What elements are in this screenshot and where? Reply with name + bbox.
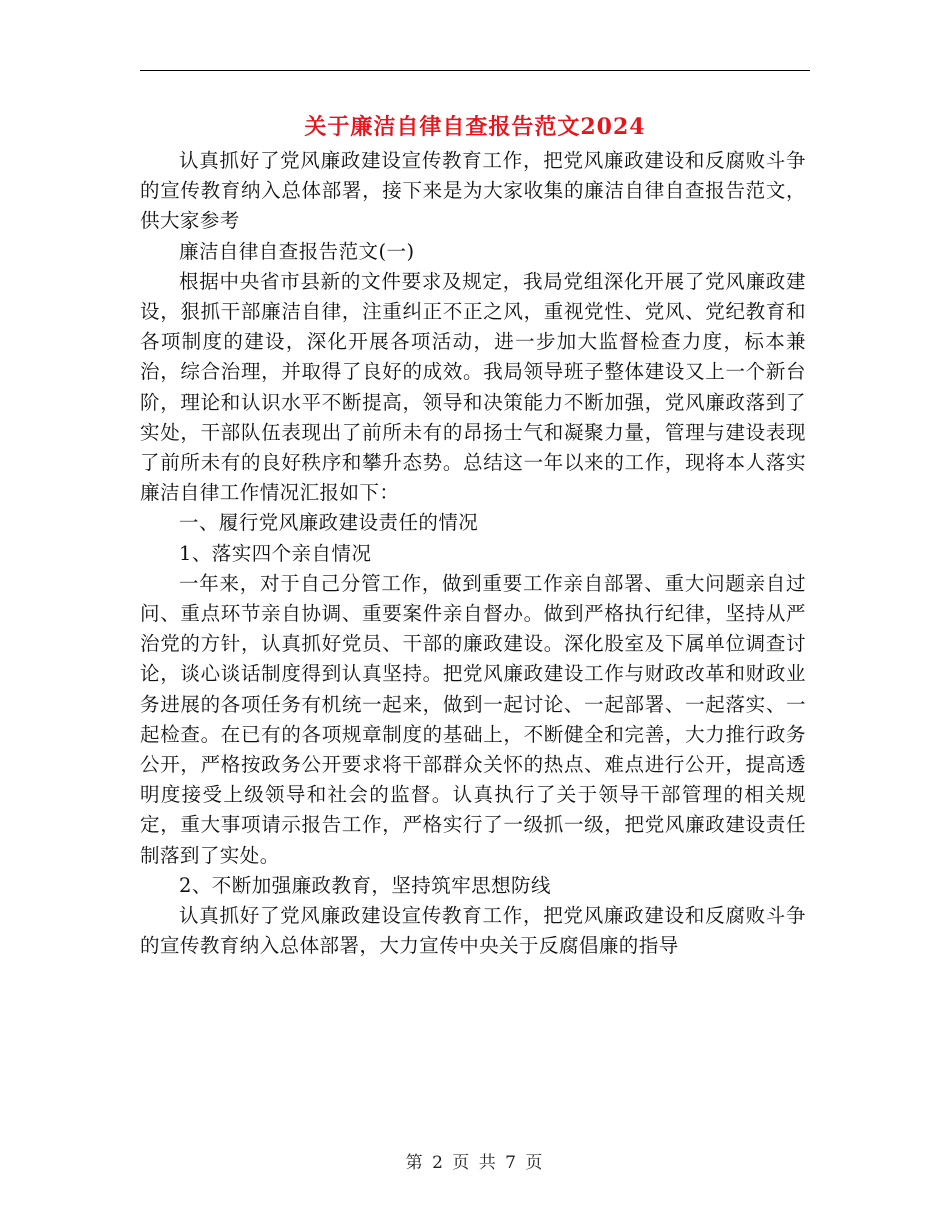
body-paragraph-3: 认真抓好了党风廉政建设宣传教育工作，把党风廉政建设和反腐败斗争的宣传教育纳入总体部署，大力宣传中央关于反腐倡廉的指导 xyxy=(140,904,806,958)
body-paragraph-1: 根据中央省市县新的文件要求及规定，我局党组深化开展了党风廉政建设，狠抓干部廉洁自律，注重纠正不正之风，重视党性、党风、党纪教育和各项制度的建设，深化开展各项活动，进一步加大监督检查力度，标本兼治，综合治理，并取得了良好的成效。我局领导班子整体建设又上一个新台阶，理论和认识水平不断提高，领导和决策能力不断加强，党风廉政落到了实处，干部队伍表现出了前所未有的昂扬士气和凝聚力量，管理与建设表现了前所未有的良好秩序和攀升态势。总结这一年以来的工作，现将本人落实廉洁自律工作情况汇报如下： xyxy=(140,269,806,505)
document-body xyxy=(140,146,806,961)
section-heading-1: 一、履行党风廉政建设责任的情况 xyxy=(179,511,479,535)
sample-heading: 廉洁自律自查报告范文(一) xyxy=(179,239,415,263)
document-title: 关于廉洁自律自查报告范文2024 xyxy=(304,114,646,140)
header-rule xyxy=(140,70,810,71)
page-number-footer: 第 2 页 共 7 页 xyxy=(405,1153,545,1173)
subsection-heading-1: 1、落实四个亲自情况 xyxy=(179,541,372,565)
body-paragraph-2: 一年来，对于自己分管工作，做到重要工作亲自部署、重大问题亲自过问、重点环节亲自协调、重要案件亲自督办。做到严格执行纪律，坚持从严治党的方针，认真抓好党员、干部的廉政建设。深化股室及下属单位调查讨论，谈心谈话制度得到认真坚持。把党风廉政建设工作与财政改革和财政业务进展的各项任务有机统一起来，做到一起讨论、一起部署、一起落实、一起检查。在已有的各项规章制度的基础上，不断健全和完善，大力推行政务公开，严格按政务公开要求将干部群众关怀的热点、难点进行公开，提高透明度接受上级领导和社会的监督。认真执行了关于领导干部管理的相关规定，重大事项请示报告工作，严格实行了一级抓一级，把党风廉政建设责任制落到了实处。 xyxy=(140,571,806,867)
intro-paragraph: 认真抓好了党风廉政建设宣传教育工作，把党风廉政建设和反腐败斗争的宣传教育纳入总体部署，接下来是为大家收集的廉洁自律自查报告范文，供大家参考 xyxy=(140,149,806,233)
subsection-heading-2: 2、不断加强廉政教育，坚持筑牢思想防线 xyxy=(179,873,551,897)
